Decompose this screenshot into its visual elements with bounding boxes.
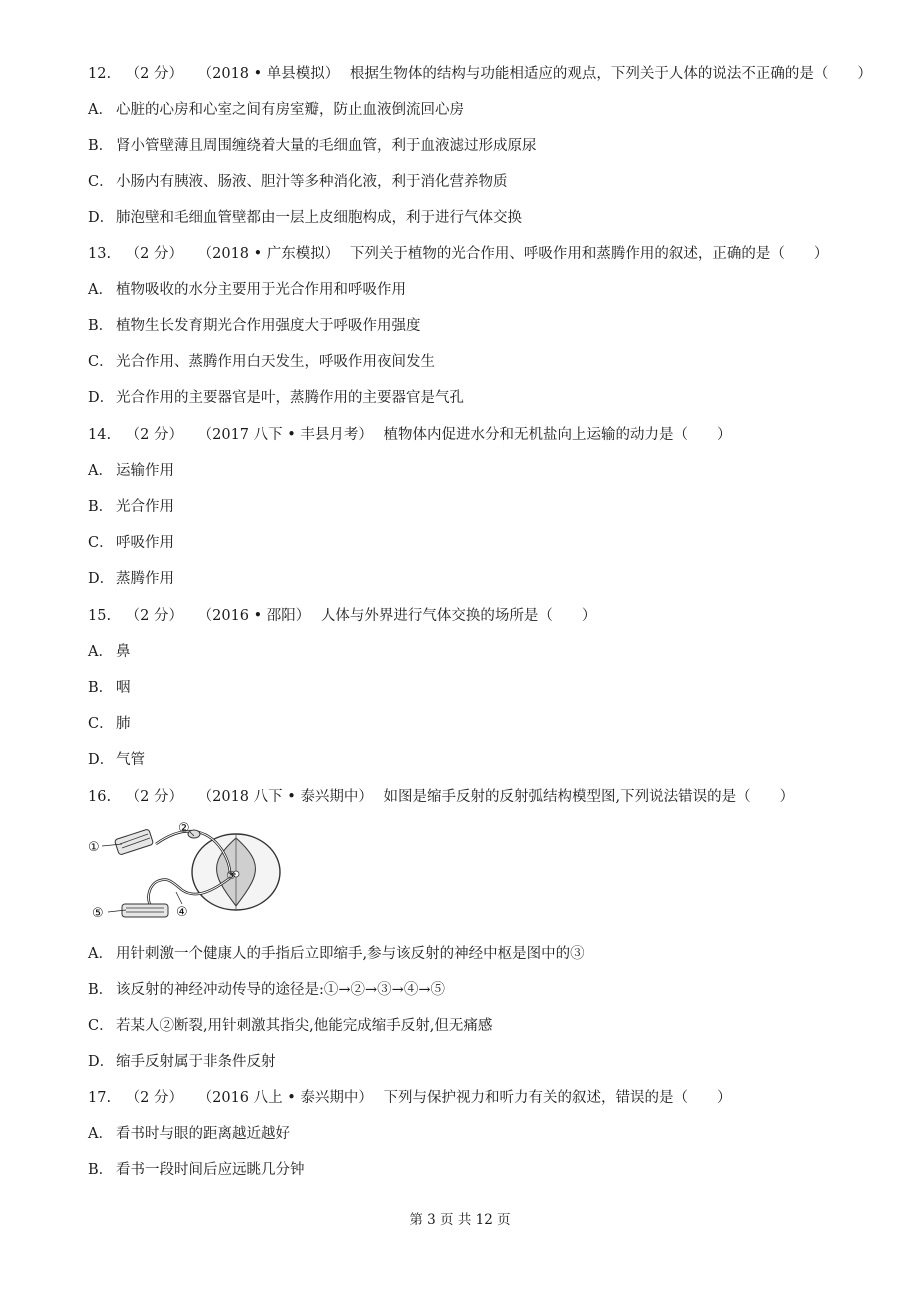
option-text: 缩手反射属于非条件反射 [116,1054,276,1070]
option-letter: A． [88,102,113,118]
question-score: （2 分） [125,1090,184,1106]
figure-label-3: ③ [226,869,236,882]
question-12-option-a [88,100,900,120]
option-text: 看书一段时间后应远眺几分钟 [116,1162,305,1178]
option-text: 肺泡壁和毛细血管壁都由一层上皮细胞构成，利于进行气体交换 [116,210,522,226]
figure-label-5: ⑤ [92,906,104,921]
option-letter: D． [88,210,115,226]
option-letter: B． [88,499,114,515]
question-14-stem [88,425,900,445]
question-16-option-c [88,1016,900,1036]
question-17-stem [88,1088,900,1108]
question-12-option-d [88,208,900,228]
question-15-option-a [88,642,900,662]
option-text: 用针刺激一个健康人的手指后立即缩手,参与该反射的神经中枢是图中的③ [116,946,585,962]
question-source: （2016 八上 • 泰兴期中） [197,1090,373,1106]
figure-label-4: ④ [176,905,188,920]
figure-label-2: ② [178,821,190,836]
option-letter: B． [88,318,114,334]
option-text: 咽 [116,680,131,696]
option-letter: C． [88,535,114,551]
option-text: 气管 [116,752,145,768]
option-letter: C． [88,1018,114,1034]
question-source: （2016 • 邵阳） [197,608,311,624]
question-score: （2 分） [125,608,184,624]
effector-muscle-illustration [122,904,168,917]
option-letter: D． [88,571,115,587]
question-score: （2 分） [125,427,184,443]
question-13-option-a [88,280,900,300]
question-13-option-d [88,388,900,408]
question-13-stem [88,244,900,264]
question-number: 17. [88,1090,112,1106]
figure-label-1: ① [88,840,100,855]
option-letter: B． [88,138,114,154]
option-letter: A． [88,1126,113,1142]
option-letter: D． [88,390,115,406]
question-16-option-b [88,980,900,1000]
option-text: 光合作用 [116,499,174,515]
question-14-option-c [88,533,900,553]
option-letter: A． [88,282,113,298]
option-text: 心脏的心房和心室之间有房室瓣，防止血液倒流回心房 [116,102,464,118]
option-text: 若某人②断裂,用针刺激其指尖,他能完成缩手反射,但无痛感 [116,1018,493,1034]
question-text: 下列关于植物的光合作用、呼吸作用和蒸腾作用的叙述，正确的是（ ） [349,246,829,262]
question-15-option-b [88,678,900,698]
question-number: 12. [88,66,112,82]
question-16-option-d [88,1052,900,1072]
question-12-option-b [88,136,900,156]
option-text: 呼吸作用 [116,535,174,551]
question-text: 如图是缩手反射的反射弧结构模型图,下列说法错误的是（ ） [383,789,795,805]
question-source: （2018 八下 • 泰兴期中） [197,789,373,805]
question-number: 15. [88,608,112,624]
question-source: （2017 八下 • 丰县月考） [197,427,373,443]
option-letter: A． [88,644,113,660]
question-12-option-c [88,172,900,192]
option-text: 蒸腾作用 [116,571,174,587]
question-15-option-c [88,714,900,734]
spinal-cord-illustration [192,834,280,910]
question-number: 13. [88,246,112,262]
option-text: 光合作用、蒸腾作用白天发生，呼吸作用夜间发生 [116,354,435,370]
option-text: 小肠内有胰液、肠液、胆汁等多种消化液，利于消化营养物质 [116,174,508,190]
option-text: 看书时与眼的距离越近越好 [116,1126,290,1142]
option-letter: D． [88,752,115,768]
option-letter: A． [88,946,113,962]
receptor-skin-illustration [114,829,153,855]
question-13-option-c [88,352,900,372]
question-text: 下列与保护视力和听力有关的叙述，错误的是（ ） [383,1090,732,1106]
question-source: （2018 • 广东模拟） [197,246,340,262]
question-text: 根据生物体的结构与功能相适应的观点，下列关于人体的说法不正确的是（ ） [349,66,872,82]
question-13-option-b [88,316,900,336]
option-letter: D． [88,1054,115,1070]
question-14-option-d [88,569,900,589]
question-source: （2018 • 单县模拟） [197,66,340,82]
question-14-option-a [88,461,900,481]
question-16-stem [88,787,900,807]
question-text: 植物体内促进水分和无机盐向上运输的动力是（ ） [383,427,732,443]
question-15-stem [88,606,900,626]
option-text: 植物吸收的水分主要用于光合作用和呼吸作用 [116,282,406,298]
question-15-option-d [88,750,900,770]
option-text: 光合作用的主要器官是叶，蒸腾作用的主要器官是气孔 [116,390,464,406]
question-number: 14. [88,427,112,443]
question-score: （2 分） [125,66,184,82]
option-letter: B． [88,982,114,998]
question-17-option-a [88,1124,900,1144]
question-17-option-b [88,1160,900,1180]
option-letter: A． [88,463,113,479]
question-12-stem [88,64,900,84]
option-letter: C． [88,354,114,370]
question-14-option-b [88,497,900,517]
question-16-option-a [88,944,900,964]
option-text: 该反射的神经冲动传导的途径是:①→②→③→④→⑤ [116,982,445,998]
reflex-arc-figure [86,820,286,924]
question-score: （2 分） [125,246,184,262]
option-text: 植物生长发育期光合作用强度大于呼吸作用强度 [116,318,421,334]
option-text: 运输作用 [116,463,174,479]
option-letter: C． [88,174,114,190]
option-letter: B． [88,1162,114,1178]
option-text: 肺 [116,716,131,732]
question-text: 人体与外界进行气体交换的场所是（ ） [320,608,597,624]
question-number: 16. [88,789,112,805]
option-letter: B． [88,680,114,696]
page-footer: 第 3 页 共 12 页 [409,1212,511,1228]
option-text: 鼻 [116,644,131,660]
option-text: 肾小管壁薄且周围缠绕着大量的毛细血管，利于血液滤过形成原尿 [116,138,537,154]
option-letter: C． [88,716,114,732]
question-score: （2 分） [125,789,184,805]
